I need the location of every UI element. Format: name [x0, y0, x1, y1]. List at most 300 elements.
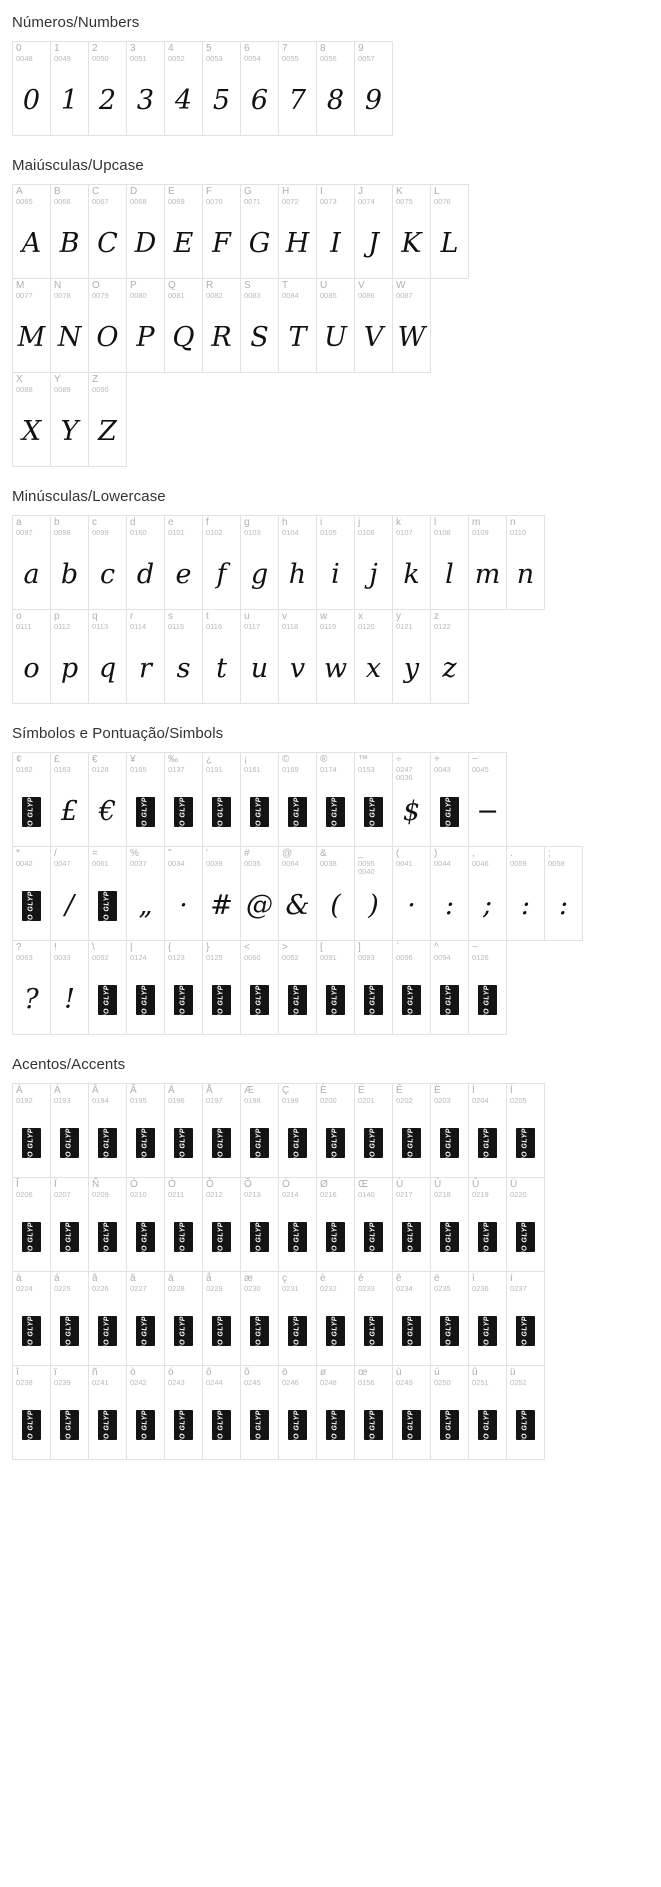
glyph-cell[interactable] — [468, 1177, 507, 1272]
glyph-preview — [355, 777, 392, 846]
glyph-meta — [317, 516, 354, 537]
glyph-cell[interactable] — [12, 1271, 51, 1366]
glyph-meta — [89, 941, 126, 962]
glyph-code-label: 0128 — [92, 765, 109, 774]
glyph-cell[interactable] — [468, 515, 507, 610]
glyph-character-label: e — [168, 517, 174, 528]
glyph-cell[interactable] — [240, 1365, 279, 1460]
glyph-cell[interactable] — [126, 940, 165, 1035]
glyph-cell[interactable] — [468, 846, 507, 941]
glyph-cell[interactable] — [50, 752, 89, 847]
glyph-cell[interactable] — [430, 752, 469, 847]
glyph-code-label: 0219 — [472, 1190, 489, 1199]
glyph-cell[interactable] — [88, 41, 127, 136]
glyph-preview: D — [134, 228, 157, 259]
glyph-meta — [279, 1178, 316, 1199]
glyph-code-label: 0194 — [92, 1096, 109, 1105]
glyph-cell[interactable] — [278, 515, 317, 610]
glyph-cell[interactable] — [392, 184, 431, 279]
glyph-code-label: 0210 — [130, 1190, 147, 1199]
glyph-character-label: ï — [54, 1367, 57, 1378]
glyph-cell[interactable] — [392, 1083, 431, 1178]
glyph-cell[interactable] — [164, 184, 203, 279]
glyph-cell[interactable] — [354, 1177, 393, 1272]
glyph-cell[interactable] — [12, 184, 51, 279]
glyph-meta — [127, 847, 164, 868]
glyph-cell[interactable] — [240, 1083, 279, 1178]
glyph-meta — [317, 610, 354, 631]
no-glyph-box-icon — [174, 1310, 193, 1351]
glyph-character-label: = — [92, 848, 98, 859]
glyph-cell[interactable] — [12, 940, 51, 1035]
glyph-character-label: è — [320, 1273, 326, 1284]
glyph-cell[interactable] — [392, 609, 431, 704]
glyph-meta — [241, 185, 278, 206]
glyph-cell[interactable] — [354, 1083, 393, 1178]
glyph-character-label: à — [16, 1273, 22, 1284]
glyph-cell[interactable] — [240, 846, 279, 941]
glyph-cell[interactable] — [240, 41, 279, 136]
glyph-character-label: 2 — [92, 43, 98, 54]
glyph-cell[interactable] — [88, 1271, 127, 1366]
glyph-cell[interactable] — [278, 278, 317, 373]
glyph-cell[interactable] — [12, 1177, 51, 1272]
glyph-meta — [393, 610, 430, 631]
glyph-character-label: n — [510, 517, 516, 528]
glyph-cell[interactable] — [354, 278, 393, 373]
no-glyph-box-icon — [440, 791, 459, 832]
glyph-cell[interactable] — [278, 1083, 317, 1178]
glyph-cell[interactable] — [278, 1177, 317, 1272]
glyph-preview: o — [23, 653, 40, 684]
glyph-cell[interactable] — [202, 609, 241, 704]
glyph-code-label: 0053 — [206, 54, 223, 63]
glyph-cell[interactable] — [12, 278, 51, 373]
glyph-cell[interactable] — [316, 846, 355, 941]
glyph-cell[interactable] — [278, 940, 317, 1035]
glyph-cell[interactable] — [50, 184, 89, 279]
glyph-cell[interactable] — [88, 940, 127, 1035]
glyph-cell[interactable] — [12, 372, 51, 467]
glyph-meta — [393, 847, 430, 868]
glyph-cell[interactable] — [126, 515, 165, 610]
no-glyph-label: NO GLYPH — [218, 1122, 226, 1163]
no-glyph-box-icon — [478, 1404, 497, 1445]
glyph-cell[interactable] — [126, 184, 165, 279]
glyph-cell[interactable] — [126, 278, 165, 373]
glyph-cell[interactable] — [126, 41, 165, 136]
glyph-cell[interactable] — [278, 41, 317, 136]
glyph-cell[interactable] — [240, 752, 279, 847]
glyph-cell[interactable] — [278, 752, 317, 847]
glyph-cell[interactable] — [278, 184, 317, 279]
glyph-cell[interactable] — [164, 1177, 203, 1272]
glyph-cell[interactable] — [278, 846, 317, 941]
no-glyph-label: NO GLYPH — [408, 1404, 416, 1445]
glyph-cell[interactable] — [12, 609, 51, 704]
glyph-cell[interactable] — [316, 752, 355, 847]
glyph-cell[interactable] — [164, 41, 203, 136]
glyph-cell[interactable] — [316, 609, 355, 704]
no-glyph-label: NO GLYPH — [142, 1122, 150, 1163]
no-glyph-label: NO GLYPH — [28, 1310, 36, 1351]
no-glyph-box-icon — [174, 1216, 193, 1257]
glyph-cell[interactable] — [468, 1083, 507, 1178]
glyph-cell[interactable] — [392, 1271, 431, 1366]
glyph-cell[interactable] — [506, 1365, 545, 1460]
glyph-cell[interactable] — [240, 1271, 279, 1366]
glyph-character-label: T — [282, 280, 289, 291]
glyph-preview — [355, 965, 392, 1034]
glyph-code-label: 0153 — [358, 765, 375, 774]
glyph-cell[interactable] — [506, 1271, 545, 1366]
glyph-cell[interactable] — [392, 1177, 431, 1272]
glyph-cell[interactable] — [12, 846, 51, 941]
glyph-cell[interactable] — [468, 1365, 507, 1460]
glyph-preview: 6 — [250, 85, 269, 116]
no-glyph-box-icon — [364, 1216, 383, 1257]
glyph-preview: Q — [172, 322, 195, 353]
glyph-cell[interactable] — [392, 846, 431, 941]
glyph-cell[interactable] — [164, 1271, 203, 1366]
no-glyph-box-icon — [364, 1404, 383, 1445]
glyph-cell[interactable] — [88, 1083, 127, 1178]
glyph-cell[interactable] — [50, 41, 89, 136]
glyph-character-label: s — [168, 611, 173, 622]
glyph-cell[interactable] — [88, 846, 127, 941]
glyph-character-label: Û — [472, 1179, 480, 1190]
glyph-cell[interactable] — [316, 278, 355, 373]
glyph-cell[interactable] — [240, 515, 279, 610]
glyph-preview — [127, 1390, 164, 1459]
glyph-meta — [431, 847, 468, 868]
glyph-cell[interactable] — [354, 940, 393, 1035]
glyph-code-label: 0160 — [130, 528, 147, 537]
no-glyph-label: NO GLYPH — [446, 791, 454, 832]
glyph-preview — [127, 1108, 164, 1177]
no-glyph-label: NO GLYPH — [66, 1216, 74, 1257]
glyph-preview — [393, 1202, 430, 1271]
glyph-cell[interactable] — [164, 1083, 203, 1178]
glyph-cell[interactable] — [278, 1365, 317, 1460]
glyph-cell[interactable] — [50, 1177, 89, 1272]
no-glyph-label: NO GLYPH — [104, 885, 112, 926]
glyph-cell[interactable] — [126, 1365, 165, 1460]
glyph-code-label: 0056 — [320, 54, 337, 63]
glyph-code-label: 0118 — [282, 622, 299, 631]
no-glyph-label: NO GLYPH — [28, 791, 36, 832]
glyph-cell[interactable] — [202, 1365, 241, 1460]
no-glyph-box-icon — [326, 979, 345, 1020]
no-glyph-box-icon — [136, 1310, 155, 1351]
glyph-code-label: 0204 — [472, 1096, 489, 1105]
glyph-code-label: 0121 — [396, 622, 413, 631]
glyph-cell[interactable] — [202, 1083, 241, 1178]
glyph-cell[interactable] — [240, 278, 279, 373]
glyph-preview — [317, 777, 354, 846]
glyph-cell[interactable] — [50, 1365, 89, 1460]
glyph-cell[interactable] — [202, 278, 241, 373]
glyph-cell[interactable] — [50, 515, 89, 610]
glyph-cell[interactable] — [50, 372, 89, 467]
glyph-cell[interactable] — [12, 1365, 51, 1460]
glyph-preview: l — [445, 559, 454, 590]
glyph-character-label: q — [92, 611, 98, 622]
glyph-cell[interactable] — [316, 515, 355, 610]
glyph-cell[interactable] — [354, 1271, 393, 1366]
glyph-cell[interactable] — [354, 752, 393, 847]
glyph-cell[interactable] — [126, 1083, 165, 1178]
no-glyph-box-icon — [440, 1404, 459, 1445]
glyph-cell[interactable] — [164, 609, 203, 704]
glyph-cell[interactable] — [468, 1271, 507, 1366]
glyph-cell[interactable] — [88, 609, 127, 704]
glyph-row — [12, 1365, 639, 1459]
glyph-preview — [51, 1390, 88, 1459]
glyph-preview — [13, 871, 50, 940]
no-glyph-box-icon — [98, 979, 117, 1020]
glyph-cell[interactable] — [430, 184, 469, 279]
glyph-cell[interactable] — [392, 278, 431, 373]
glyph-cell[interactable] — [544, 846, 583, 941]
glyph-cell[interactable] — [164, 278, 203, 373]
glyph-cell[interactable] — [202, 184, 241, 279]
glyph-cell[interactable] — [392, 752, 431, 847]
no-glyph-label: NO GLYPH — [522, 1404, 530, 1445]
glyph-code-label: 0119 — [320, 622, 337, 631]
glyph-cell[interactable] — [88, 515, 127, 610]
glyph-cell[interactable] — [240, 1177, 279, 1272]
glyph-cell[interactable] — [126, 609, 165, 704]
glyph-cell[interactable] — [354, 184, 393, 279]
glyph-meta — [13, 1178, 50, 1199]
glyph-character-label: F — [206, 186, 213, 197]
glyph-cell[interactable] — [430, 515, 469, 610]
glyph-cell[interactable] — [430, 1271, 469, 1366]
glyph-preview: g — [250, 559, 269, 590]
glyph-cell[interactable] — [392, 940, 431, 1035]
glyph-cell[interactable] — [88, 372, 127, 467]
glyph-preview: Y — [60, 416, 79, 447]
glyph-cell[interactable] — [316, 1083, 355, 1178]
glyph-cell[interactable] — [202, 1271, 241, 1366]
glyph-cell[interactable] — [88, 1365, 127, 1460]
glyph-character-label: Ö — [282, 1179, 290, 1190]
section-title: Maiúsculas/Upcase — [12, 157, 144, 174]
glyph-character-label: Ê — [396, 1085, 403, 1096]
glyph-cell[interactable] — [316, 1271, 355, 1366]
glyph-cell[interactable] — [88, 184, 127, 279]
glyph-cell[interactable] — [468, 752, 507, 847]
glyph-character-label: ó — [168, 1367, 174, 1378]
no-glyph-label: NO GLYPH — [294, 979, 302, 1020]
glyph-preview: 0 — [22, 85, 41, 116]
glyph-character-label: i — [320, 517, 323, 528]
no-glyph-box-icon — [98, 885, 117, 926]
glyph-cell[interactable] — [430, 1365, 469, 1460]
glyph-code-label: 0211 — [168, 1190, 185, 1199]
glyph-cell[interactable] — [354, 41, 393, 136]
no-glyph-box-icon — [98, 1216, 117, 1257]
no-glyph-label: NO GLYPH — [332, 791, 340, 832]
glyph-preview: ( — [330, 890, 341, 921]
no-glyph-box-icon — [288, 1310, 307, 1351]
glyph-cell[interactable] — [12, 515, 51, 610]
glyph-character-label: [ — [320, 942, 323, 953]
glyph-meta — [469, 1178, 506, 1199]
glyph-cell[interactable] — [354, 609, 393, 704]
glyph-meta — [393, 185, 430, 206]
glyph-code-label: 0089 — [54, 385, 71, 394]
glyph-row — [12, 846, 639, 940]
glyph-code-label: 0120 — [358, 622, 375, 631]
glyph-cell[interactable] — [50, 940, 89, 1035]
glyph-cell[interactable] — [506, 1083, 545, 1178]
glyph-cell[interactable] — [202, 41, 241, 136]
no-glyph-box-icon — [174, 1404, 193, 1445]
glyph-character-label: I — [320, 186, 323, 197]
glyph-cell[interactable] — [316, 41, 355, 136]
glyph-meta — [431, 941, 468, 962]
glyph-cell[interactable] — [164, 846, 203, 941]
glyph-preview: W — [397, 322, 426, 353]
glyph-preview — [203, 965, 240, 1034]
glyph-cell[interactable] — [278, 609, 317, 704]
glyph-code-label: 0242 — [130, 1378, 147, 1387]
glyph-character-label: í — [510, 1273, 513, 1284]
glyph-meta — [13, 610, 50, 631]
glyph-cell[interactable] — [430, 1177, 469, 1272]
glyph-code-label: 0206 — [16, 1190, 33, 1199]
glyph-preview — [51, 1108, 88, 1177]
glyph-preview: · — [407, 890, 416, 921]
glyph-cell[interactable] — [202, 1177, 241, 1272]
glyph-preview — [241, 1296, 278, 1365]
glyph-cell[interactable] — [202, 846, 241, 941]
glyph-meta — [127, 1366, 164, 1387]
no-glyph-label: NO GLYPH — [484, 1404, 492, 1445]
glyph-cell[interactable] — [126, 846, 165, 941]
glyph-cell[interactable] — [164, 1365, 203, 1460]
glyph-cell[interactable] — [240, 609, 279, 704]
glyph-cell[interactable] — [126, 752, 165, 847]
glyph-preview: r — [139, 653, 152, 684]
glyph-code-label: 0205 — [510, 1096, 527, 1105]
glyph-code-label: 0111 — [16, 622, 32, 631]
glyph-cell[interactable] — [164, 515, 203, 610]
glyph-character-label: J — [358, 186, 363, 197]
glyph-cell[interactable] — [506, 515, 545, 610]
glyph-cell[interactable] — [88, 278, 127, 373]
glyph-cell[interactable] — [430, 609, 469, 704]
glyph-character-label: ÷ — [396, 754, 402, 765]
glyph-meta — [431, 1366, 468, 1387]
glyph-cell[interactable] — [506, 846, 545, 941]
glyph-cell[interactable] — [430, 846, 469, 941]
glyph-preview — [279, 965, 316, 1034]
glyph-meta — [355, 1084, 392, 1105]
glyph-cell[interactable] — [240, 184, 279, 279]
glyph-cell[interactable] — [88, 752, 127, 847]
glyph-meta — [165, 1178, 202, 1199]
glyph-cell[interactable] — [354, 846, 393, 941]
glyph-cell[interactable] — [506, 1177, 545, 1272]
glyph-cell[interactable] — [50, 846, 89, 941]
glyph-cell[interactable] — [50, 1271, 89, 1366]
glyph-code-label: 0107 — [396, 528, 413, 537]
no-glyph-label: NO GLYPH — [218, 979, 226, 1020]
glyph-cell[interactable] — [126, 1177, 165, 1272]
glyph-code-label: 0057 — [358, 54, 375, 63]
glyph-meta — [51, 42, 88, 63]
glyph-code-label: 0161 — [244, 765, 261, 774]
glyph-cell[interactable] — [12, 752, 51, 847]
no-glyph-label: NO GLYPH — [408, 1310, 416, 1351]
no-glyph-box-icon — [250, 1310, 269, 1351]
glyph-cell[interactable] — [468, 940, 507, 1035]
glyph-row — [12, 1177, 639, 1271]
glyph-code-label: 0051 — [130, 54, 147, 63]
glyph-code-label: 0162 — [16, 765, 33, 774]
glyph-code-label: 0038 — [320, 859, 337, 868]
glyph-preview: b — [60, 559, 79, 590]
glyph-cell[interactable] — [392, 515, 431, 610]
glyph-meta — [89, 279, 126, 300]
glyph-cell[interactable] — [126, 1271, 165, 1366]
glyph-character-label: æ — [244, 1273, 253, 1284]
glyph-cell[interactable] — [240, 940, 279, 1035]
glyph-preview — [165, 1202, 202, 1271]
glyph-cell[interactable] — [164, 752, 203, 847]
glyph-cell[interactable] — [202, 940, 241, 1035]
glyph-cell[interactable] — [316, 1177, 355, 1272]
glyph-code-label: 0090 — [92, 385, 109, 394]
glyph-character-label: @ — [282, 848, 293, 859]
glyph-cell[interactable] — [12, 41, 51, 136]
glyph-code-label: 0103 — [244, 528, 261, 537]
glyph-cell[interactable] — [354, 1365, 393, 1460]
glyph-character-label: K — [396, 186, 403, 197]
no-glyph-box-icon — [60, 1122, 79, 1163]
glyph-meta — [241, 1178, 278, 1199]
glyph-cell[interactable] — [12, 1083, 51, 1178]
glyph-cell[interactable] — [316, 184, 355, 279]
glyph-cell[interactable] — [50, 609, 89, 704]
no-glyph-box-icon — [250, 791, 269, 832]
glyph-cell[interactable] — [430, 940, 469, 1035]
glyph-cell[interactable] — [430, 1083, 469, 1178]
glyph-preview: I — [330, 228, 341, 259]
glyph-cell[interactable] — [354, 515, 393, 610]
glyph-code-label: 0244 — [206, 1378, 223, 1387]
glyph-meta — [393, 941, 430, 962]
glyph-code-label: 0191 — [206, 765, 223, 774]
glyph-character-label: # — [244, 848, 250, 859]
no-glyph-box-icon — [136, 1216, 155, 1257]
glyph-cell[interactable] — [164, 940, 203, 1035]
glyph-cell[interactable] — [202, 752, 241, 847]
glyph-cell[interactable] — [316, 940, 355, 1035]
glyph-cell[interactable] — [392, 1365, 431, 1460]
glyph-cell[interactable] — [202, 515, 241, 610]
glyph-cell[interactable] — [50, 278, 89, 373]
glyph-code-label: 0097 — [16, 528, 33, 537]
glyph-cell[interactable] — [278, 1271, 317, 1366]
glyph-cell[interactable] — [88, 1177, 127, 1272]
glyph-cell[interactable] — [50, 1083, 89, 1178]
glyph-meta — [127, 516, 164, 537]
glyph-cell[interactable] — [316, 1365, 355, 1460]
